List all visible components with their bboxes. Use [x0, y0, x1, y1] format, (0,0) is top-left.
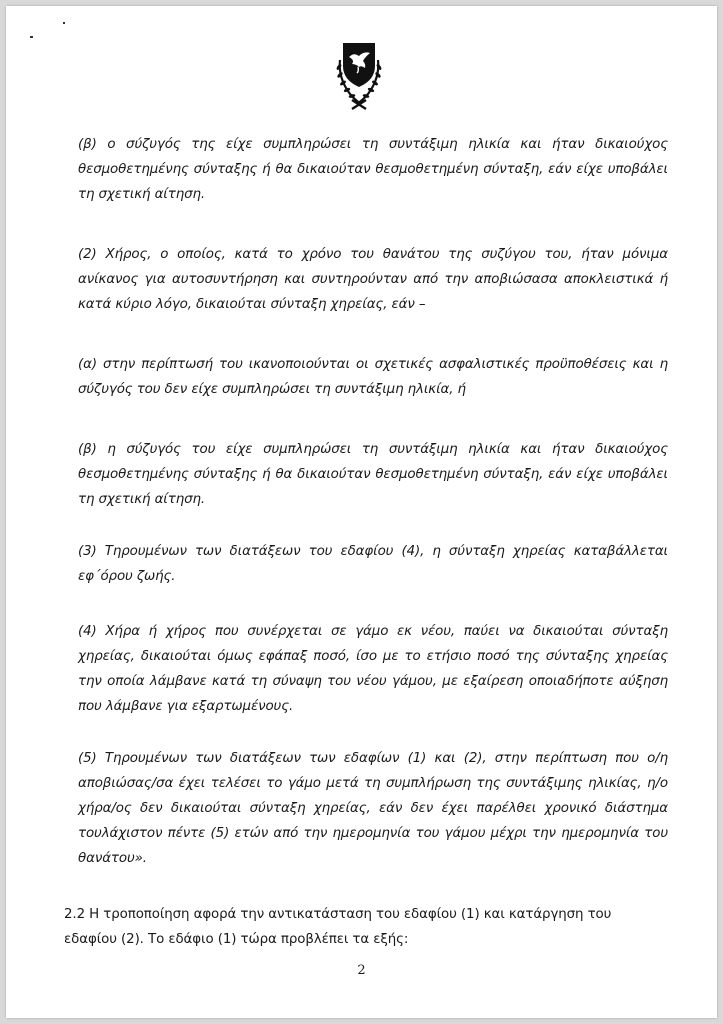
paragraph-4-remarriage: (4) Χήρα ή χήρος που συνέρχεται σε γάμο εκ νέου, παύει να δικαιούται σύνταξη χηρείας, δικαιούται όμως εφάπαξ ποσό, ίσο με το ετήσιο ποσό της σύνταξης χηρείας την οποία λάμβανε κατά τη σύναψη του νέου γάμου, με εξαίρεση οποιαδήποτε αύξηση που λάμβανε για εξαρτωμένους.	[78, 624, 668, 714]
paragraph-5-marriage-after-retirement: (5) Τηρουμένων των διατάξεων των εδαφίων (1) και (2), στην περίπτωση που ο/η αποβιώσας/σα έχει τελέσει το γάμο μετά τη συμπλήρωση της συντάξιμης ηλικίας, η/ο χήρα/ος δεν δικαιούται σύνταξη χηρείας, εάν δεν έχει παρέλθει χρονικό διάστημα τουλάχιστον πέντε (5) ετών από την ημερομηνία του γάμου μέχρι την ημερομηνία του θανάτου».	[78, 751, 668, 866]
section-2-2-amendment: 2.2 Η τροποποίηση αφορά την αντικατάσταση του εδαφίου (1) και κατάργηση του εδαφίου (2). Το εδάφιο (1) τώρα προβλέπει τα εξής:	[64, 907, 612, 947]
paragraph-3-lifetime-pension: (3) Τηρουμένων των διατάξεων του εδαφίου (4), η σύνταξη χηρείας καταβάλλεται εφ΄όρου ζωής.	[78, 544, 668, 584]
paragraph-alpha-insurance-conditions: (α) στην περίπτωσή του ικανοποιούνται οι σχετικές ασφαλιστικές προϋποθέσεις και η σύζυγός του δεν είχε συμπληρώσει τη συντάξιμη ηλικία, ή	[78, 357, 668, 397]
paragraph-2-widower-eligibility: (2) Χήρος, ο οποίος, κατά το χρόνο του θανάτου της συζύγου του, ήταν μόνιμα ανίκανος για αυτοσυντήρηση και συντηρούνταν από την αποβιώσασα αποκλειστικά ή κατά κύριο λόγο, δικαιούται σύνταξη χηρείας, εάν –	[78, 247, 668, 312]
scan-speck	[30, 36, 33, 38]
coat-of-arms-icon	[334, 40, 384, 112]
document-page	[6, 6, 717, 1018]
paragraph-beta-wife-pension: (β) η σύζυγός του είχε συμπληρώσει τη συντάξιμη ηλικία και ήταν δικαιούχος θεσμοθετημένης σύνταξης ή θα δικαιούταν θεσμοθετημένη σύνταξη, εάν είχε υποβάλει τη σχετική αίτηση.	[78, 442, 668, 507]
page-number: 2	[357, 963, 366, 978]
paragraph-beta-spouse-pension: (β) ο σύζυγός της είχε συμπληρώσει τη συντάξιμη ηλικία και ήταν δικαιούχος θεσμοθετημένης σύνταξης ή θα δικαιούταν θεσμοθετημένη σύνταξη, εάν είχε υποβάλει τη σχετική αίτηση.	[78, 137, 668, 202]
scan-speck	[63, 22, 65, 24]
